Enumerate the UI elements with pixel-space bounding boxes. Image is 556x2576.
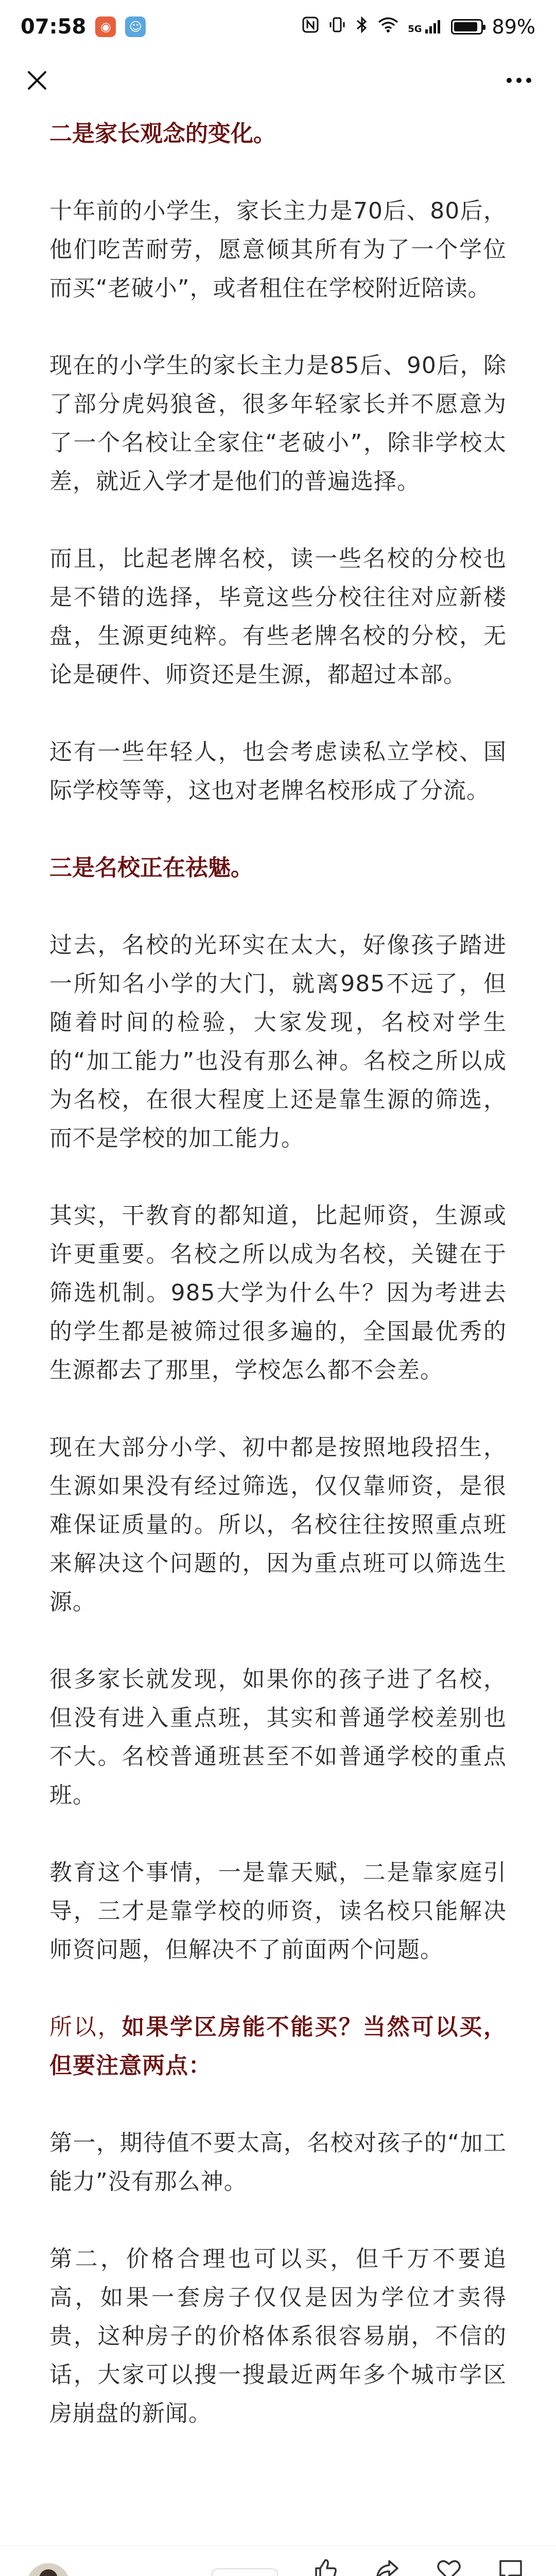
comment-icon <box>497 2557 524 2576</box>
paragraph-emphasis: 如果学区房能不能买？当然可以买，但要注意两点： <box>49 2014 507 2079</box>
app-badge: ☺ <box>125 16 146 37</box>
heart-icon <box>436 2557 462 2576</box>
vibrate-icon <box>328 16 346 38</box>
wifi-icon <box>378 16 398 38</box>
battery-percent: 89% <box>492 15 535 38</box>
share-button[interactable] <box>362 2557 412 2576</box>
network-type: 5G <box>408 24 422 35</box>
status-left <box>21 15 146 39</box>
paragraph: 十年前的小学生，家长主力是70后、80后，他们吃苦耐劳，愿意倾其所有为了一个学位而买“老破小”，或者租住在学校附近陪读。 <box>49 198 507 301</box>
close-icon <box>26 69 48 92</box>
avatar[interactable] <box>27 2563 70 2576</box>
weibo-badge: ◉ <box>95 16 116 37</box>
paragraph: 还有一些年轻人，也会考虑读私立学校、国际学校等等，这也对老牌名校形成了分流。 <box>49 739 507 804</box>
author-name[interactable] <box>82 2572 178 2576</box>
share-icon <box>374 2557 401 2576</box>
signal-icon <box>408 19 441 35</box>
article-body <box>49 114 507 2471</box>
more-icon <box>506 77 532 84</box>
favorite-button[interactable] <box>424 2557 474 2576</box>
paragraph: 过去，名校的光环实在太大，好像孩子踏进一所知名小学的大门，就离985不远了，但随着时间的检验，大家发现，名校对学生的“加工能力”也没有那么神。名校之所以成为名校，在很大程度上还是靠生源的筛选，而不是学校的加工能力。 <box>49 932 507 1151</box>
battery-fill <box>454 22 477 31</box>
like-button[interactable] <box>301 2557 350 2576</box>
paragraph-lead: 所以， <box>49 2014 122 2040</box>
highlight-paragraph <box>49 2008 507 2085</box>
section-heading: 二是家长观念的变化。 <box>49 121 276 147</box>
action-bar <box>301 2557 535 2576</box>
bottom-bar <box>0 2545 556 2576</box>
status-right <box>302 15 535 39</box>
nfc-icon <box>302 16 319 38</box>
section-heading: 三是名校正在祛魅。 <box>49 855 253 881</box>
paragraph: 教育这个事情，一是靠天赋，二是靠家庭引导，三才是靠学校的师资，读名校只能解决师资问题，但解决不了前面两个问题。 <box>49 1859 507 1963</box>
author-info <box>27 2563 278 2576</box>
comment-button[interactable] <box>486 2557 535 2576</box>
paragraph: 而且，比起老牌名校，读一些名校的分校也是不错的选择，毕竟这些分校往往对应新楼盘，生源更纯粹。有些老牌名校的分校，无论是硬件、师资还是生源，都超过本部。 <box>49 546 507 688</box>
more-button[interactable] <box>500 62 537 99</box>
paragraph: 现在的小学生的家长主力是85后、90后，除了部分虎妈狼爸，很多年轻家长并不愿意为了一个名校让全家住“老破小”，除非学校太差，就近入学才是他们的普遍选择。 <box>49 352 507 495</box>
paragraph: 很多家长就发现，如果你的孩子进了名校，但没有进入重点班，其实和普通学校差别也不大。名校普通班甚至不如普通学校的重点班。 <box>49 1666 507 1808</box>
status-bar <box>0 0 556 54</box>
paragraph: 第一，期待值不要太高，名校对孩子的“加工能力”没有那么神。 <box>49 2130 507 2195</box>
thumbs-up-icon <box>312 2557 339 2576</box>
paragraph: 现在大部分小学、初中都是按照地段招生，生源如果没有经过筛选，仅仅靠师资，是很难保证质量的。所以，名校往往按照重点班来解决这个问题的，因为重点班可以筛选生源。 <box>49 1434 507 1615</box>
follow-button[interactable] <box>212 2568 278 2576</box>
paragraph: 其实，干教育的都知道，比起师资，生源或许更重要。名校之所以成为名校，关键在于筛选机制。985大学为什么牛？因为考进去的学生都是被筛过很多遍的，全国最优秀的生源都去了那里，学校怎么都不会差。 <box>49 1202 507 1383</box>
nav-bar <box>0 54 556 107</box>
paragraph: 第二，价格合理也可以买，但千万不要追高，如果一套房子仅仅是因为学位才卖得贵，这种房子的价格体系很容易崩，不信的话，大家可以搜一搜最近两年多个城市学区房崩盘的新闻。 <box>49 2246 507 2427</box>
battery-icon <box>451 19 483 35</box>
bluetooth-icon <box>355 15 369 39</box>
status-time: 07:58 <box>21 15 86 39</box>
close-button[interactable] <box>19 62 56 99</box>
